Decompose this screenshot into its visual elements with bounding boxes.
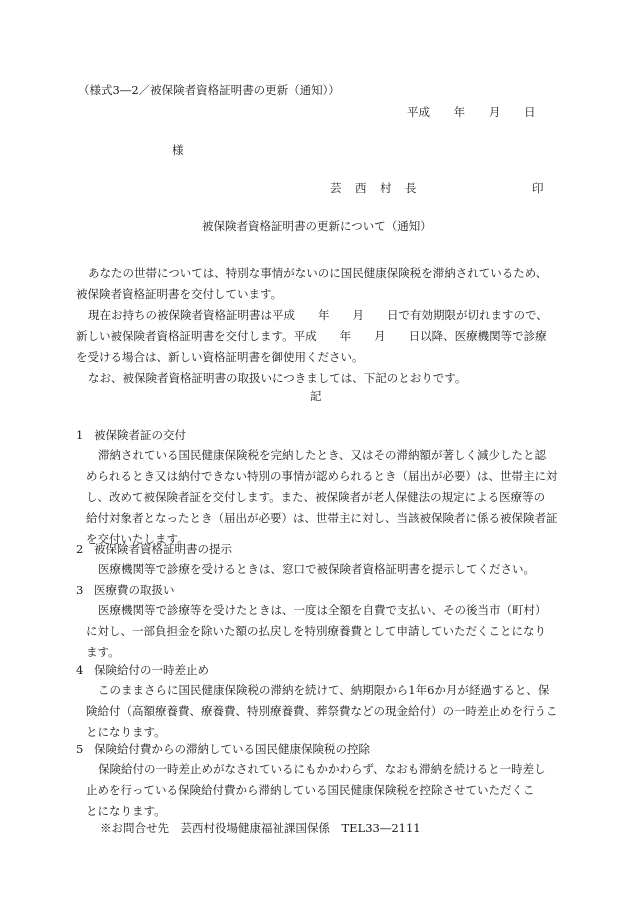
- section-number: 5: [76, 742, 84, 756]
- section-4: [76, 660, 582, 743]
- section-5: [76, 739, 582, 822]
- date-day: 日: [523, 105, 536, 119]
- section-heading: [76, 539, 582, 559]
- issuer-seal: 印: [532, 181, 544, 195]
- body-paragraph-1: [76, 263, 582, 305]
- body-line: を受ける場合は、新しい資格証明書を御使用ください。: [76, 350, 364, 364]
- section-title: 被保険者証の交付: [94, 428, 186, 442]
- date-era: 平成: [407, 105, 430, 119]
- section-number: 1: [76, 428, 84, 442]
- section-heading: [76, 425, 582, 445]
- recipient-suffix: 様: [172, 143, 184, 157]
- section-line: に対し、一部負担金を除いた額の払戻しを特別療養費として申請していただくことになり: [86, 624, 546, 638]
- body-line: あなたの世帯については、特別な事情がないのに国民健康保険税を滞納されているため、: [88, 266, 548, 280]
- date-month: 月: [488, 105, 501, 119]
- section-line: められるとき又は納付できない特別の事情が認められるとき（届出が必要）は、世帯主に対: [86, 469, 558, 483]
- section-title: 被保険者資格証明書の提示: [94, 542, 232, 556]
- section-line: とになります。: [86, 725, 166, 739]
- body-line: 被保険者資格証明書を交付しています。: [76, 287, 283, 301]
- section-title: 保険給付費からの滞納している国民健康保険税の控除: [94, 742, 370, 756]
- section-line: 保険給付の一時差止めがなされているにもかかわらず、なおも滞納を続けると一時差し: [98, 762, 546, 776]
- section-line: このままさらに国民健康保険税の滞納を続けて、納期限から1年6か月が経過すると、保: [98, 683, 550, 697]
- section-line: 医療機関等で診療等を受けたときは、一度は全額を自費で支払い、その後当市（町村）: [98, 603, 547, 617]
- section-heading: [76, 580, 582, 600]
- section-3: [76, 580, 582, 663]
- section-body: [76, 445, 582, 550]
- body-line: 現在お持ちの被保険者資格証明書は平成 年 月 日で有効期限が切れますので、: [88, 308, 548, 322]
- section-heading: [76, 660, 582, 680]
- body-paragraph-2: [76, 305, 582, 368]
- section-line: とになります。: [86, 804, 166, 818]
- section-body: [76, 559, 582, 580]
- body-line: なお、被保険者資格証明書の取扱いにつきましては、下記のとおりです。: [88, 371, 467, 385]
- section-number: 2: [76, 542, 84, 556]
- section-2: [76, 539, 582, 580]
- section-line: 医療機関等で診療を受けるときは、窓口で被保険者資格証明書を提示してください。: [98, 562, 535, 576]
- ki-marker: 記: [310, 389, 322, 403]
- contact-info: ※お問合せ先 芸西村役場健康福祉課国保係 TEL33―2111: [100, 821, 421, 835]
- date-year: 年: [453, 105, 466, 119]
- body-line: 新しい被保険者資格証明書を交付します。平成 年 月 日以降、医療機関等で診療: [76, 329, 547, 343]
- section-title: 医療費の取扱い: [94, 583, 175, 597]
- section-line: 険給付（高額療養費、療養費、特別療養費、葬祭費などの現金給付）の一時差止めを行うこ: [86, 704, 558, 718]
- section-line: し、改めて被保険者証を交付します。また、被保険者が老人保健法の規定による医療等の: [86, 490, 546, 504]
- section-line: ます。: [86, 645, 120, 659]
- section-number: 4: [76, 663, 84, 677]
- section-heading: [76, 739, 582, 759]
- section-line: 滞納されている国民健康保険税を完納したとき、又はその滞納額が著しく減少したと認: [98, 448, 547, 462]
- issuer-name: 芸 西 村 長: [330, 181, 418, 195]
- section-body: [76, 759, 582, 822]
- document-title: 被保険者資格証明書の更新について（通知）: [202, 219, 432, 233]
- form-header: （様式3―2／被保険者資格証明書の更新（通知））: [78, 83, 340, 97]
- section-line: を交付いたします。: [86, 532, 189, 546]
- section-body: [76, 680, 582, 743]
- section-title: 保険給付の一時差止め: [94, 663, 209, 677]
- section-number: 3: [76, 583, 84, 597]
- section-line: 給付対象者となったとき（届出が必要）は、世帯主に対し、当該被保険者に係る被保険者証: [86, 511, 558, 525]
- date-line: [407, 104, 535, 120]
- section-line: 止めを行っている保険給付費から滞納している国民健康保険税を控除させていただくこ: [86, 783, 535, 797]
- section-1: [76, 425, 582, 550]
- body-paragraph-3: [76, 368, 582, 389]
- section-body: [76, 600, 582, 663]
